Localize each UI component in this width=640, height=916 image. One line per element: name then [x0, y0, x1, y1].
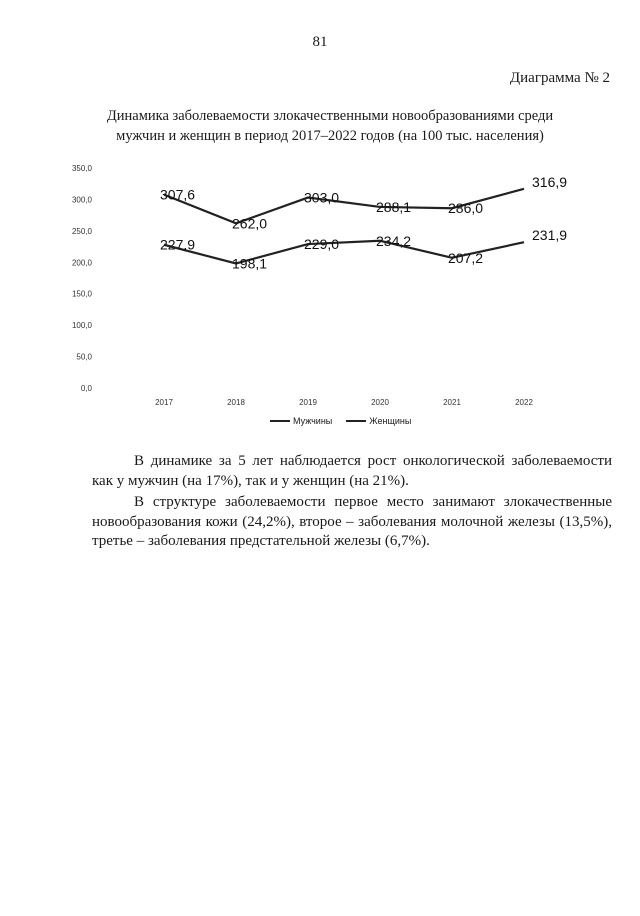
y-tick-label: 350,0 — [71, 164, 92, 173]
page-number: 81 — [312, 34, 328, 50]
legend-label-men: Мужчины — [293, 416, 333, 426]
data-label: 288,1 — [376, 198, 412, 215]
data-label: 234,2 — [376, 232, 412, 249]
legend-item-women — [346, 416, 411, 426]
data-label: 198,1 — [232, 255, 268, 272]
line-chart — [70, 150, 570, 415]
x-tick-label: 2019 — [299, 398, 317, 407]
x-tick-label: 2020 — [371, 398, 389, 407]
data-label: 231,9 — [532, 227, 568, 244]
data-label: 262,0 — [232, 215, 268, 232]
legend-swatch-men — [270, 420, 290, 422]
x-tick-label: 2017 — [155, 398, 173, 407]
data-label: 316,9 — [532, 173, 568, 190]
x-tick-label: 2021 — [443, 398, 461, 407]
y-tick-label: 150,0 — [71, 289, 92, 299]
data-label: 227,9 — [160, 236, 196, 253]
x-tick-label: 2022 — [515, 398, 533, 407]
paragraph-2: В структуре заболеваемости первое место занимают злокачественные новообразования кожи (24,2%), второе – заболевания молочной железы (13,5%), третье – заболевания предстательной железы (6,7%). — [92, 494, 612, 549]
data-label: 229,0 — [304, 236, 340, 253]
x-tick-label: 2018 — [227, 398, 245, 407]
chart-title-line-1: Динамика заболеваемости злокачественными новообразованиями среди — [106, 108, 554, 124]
legend-item-men — [270, 416, 332, 426]
y-tick-label: 100,0 — [71, 321, 92, 331]
y-tick-label: 250,0 — [71, 226, 92, 236]
y-tick-label: 0,0 — [80, 384, 92, 393]
legend-label-women: Женщины — [369, 416, 412, 426]
y-tick-label: 200,0 — [71, 258, 92, 268]
body-text — [92, 452, 612, 554]
chart-legend — [270, 416, 411, 426]
chart-title — [60, 106, 600, 146]
data-label: 286,0 — [448, 200, 484, 217]
data-label: 307,6 — [160, 186, 196, 203]
diagram-label: Диаграмма № 2 — [509, 70, 610, 86]
y-tick-label: 300,0 — [71, 195, 92, 205]
data-label: 207,2 — [448, 249, 484, 266]
paragraph-1: В динамике за 5 лет наблюдается рост онкологической заболеваемости как у мужчин (на 17%), так и у женщин (на 21%). — [92, 453, 612, 489]
chart-title-line-2: мужчин и женщин в период 2017–2022 годов (на 100 тыс. населения) — [116, 128, 544, 144]
data-label: 303,0 — [304, 189, 340, 206]
y-tick-label: 50,0 — [76, 352, 92, 362]
legend-swatch-women — [346, 420, 366, 422]
